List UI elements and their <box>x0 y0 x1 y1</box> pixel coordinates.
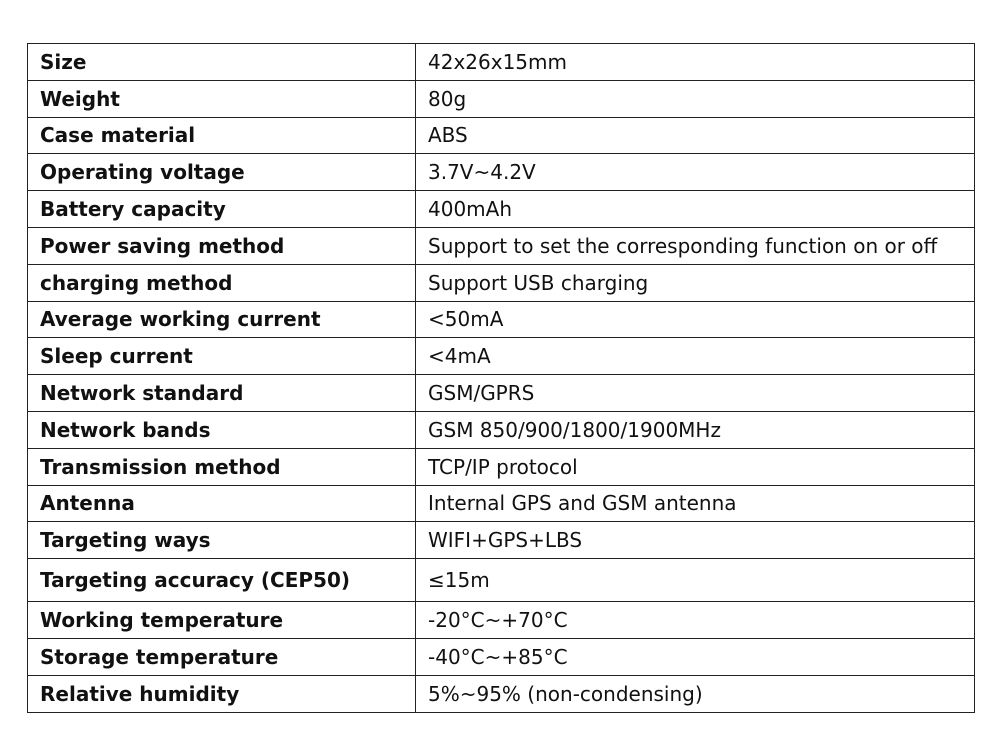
spec-value-relative-humidity: 5%~95% (non-condensing) <box>416 675 975 712</box>
table-row <box>28 44 975 81</box>
spec-label-size: Size <box>28 44 416 81</box>
spec-label-relative-humidity: Relative humidity <box>28 675 416 712</box>
spec-value-size: 42x26x15mm <box>416 44 975 81</box>
spec-label-transmission-method: Transmission method <box>28 448 416 485</box>
table-row <box>28 485 975 522</box>
spec-table-body <box>28 44 975 713</box>
table-row <box>28 675 975 712</box>
spec-value-storage-temperature: -40°C~+85°C <box>416 638 975 675</box>
table-row <box>28 80 975 117</box>
spec-label-network-bands: Network bands <box>28 411 416 448</box>
table-row <box>28 191 975 228</box>
spec-value-average-working-current: <50mA <box>416 301 975 338</box>
spec-label-antenna: Antenna <box>28 485 416 522</box>
spec-label-sleep-current: Sleep current <box>28 338 416 375</box>
spec-label-network-standard: Network standard <box>28 375 416 412</box>
spec-value-targeting-ways: WIFI+GPS+LBS <box>416 522 975 559</box>
spec-label-targeting-accuracy: Targeting accuracy (CEP50) <box>28 559 416 602</box>
table-row <box>28 559 975 602</box>
spec-value-power-saving-method: Support to set the corresponding function on or off <box>416 227 975 264</box>
spec-label-charging-method: charging method <box>28 264 416 301</box>
table-row <box>28 522 975 559</box>
table-row <box>28 338 975 375</box>
spec-value-targeting-accuracy: ≤15m <box>416 559 975 602</box>
table-row <box>28 264 975 301</box>
spec-label-battery-capacity: Battery capacity <box>28 191 416 228</box>
table-row <box>28 602 975 639</box>
table-row <box>28 375 975 412</box>
spec-label-weight: Weight <box>28 80 416 117</box>
spec-label-working-temperature: Working temperature <box>28 602 416 639</box>
spec-value-case-material: ABS <box>416 117 975 154</box>
spec-label-power-saving-method: Power saving method <box>28 227 416 264</box>
table-row <box>28 227 975 264</box>
table-row <box>28 301 975 338</box>
spec-value-antenna: Internal GPS and GSM antenna <box>416 485 975 522</box>
spec-label-average-working-current: Average working current <box>28 301 416 338</box>
spec-value-battery-capacity: 400mAh <box>416 191 975 228</box>
spec-value-network-standard: GSM/GPRS <box>416 375 975 412</box>
spec-label-storage-temperature: Storage temperature <box>28 638 416 675</box>
table-row <box>28 638 975 675</box>
table-row <box>28 154 975 191</box>
table-row <box>28 411 975 448</box>
spec-value-transmission-method: TCP/IP protocol <box>416 448 975 485</box>
spec-value-weight: 80g <box>416 80 975 117</box>
spec-value-charging-method: Support USB charging <box>416 264 975 301</box>
spec-label-case-material: Case material <box>28 117 416 154</box>
spec-value-operating-voltage: 3.7V~4.2V <box>416 154 975 191</box>
spec-value-working-temperature: -20°C~+70°C <box>416 602 975 639</box>
spec-label-targeting-ways: Targeting ways <box>28 522 416 559</box>
table-row <box>28 448 975 485</box>
table-row <box>28 117 975 154</box>
spec-value-network-bands: GSM 850/900/1800/1900MHz <box>416 411 975 448</box>
spec-table <box>27 43 975 713</box>
spec-label-operating-voltage: Operating voltage <box>28 154 416 191</box>
spec-value-sleep-current: <4mA <box>416 338 975 375</box>
